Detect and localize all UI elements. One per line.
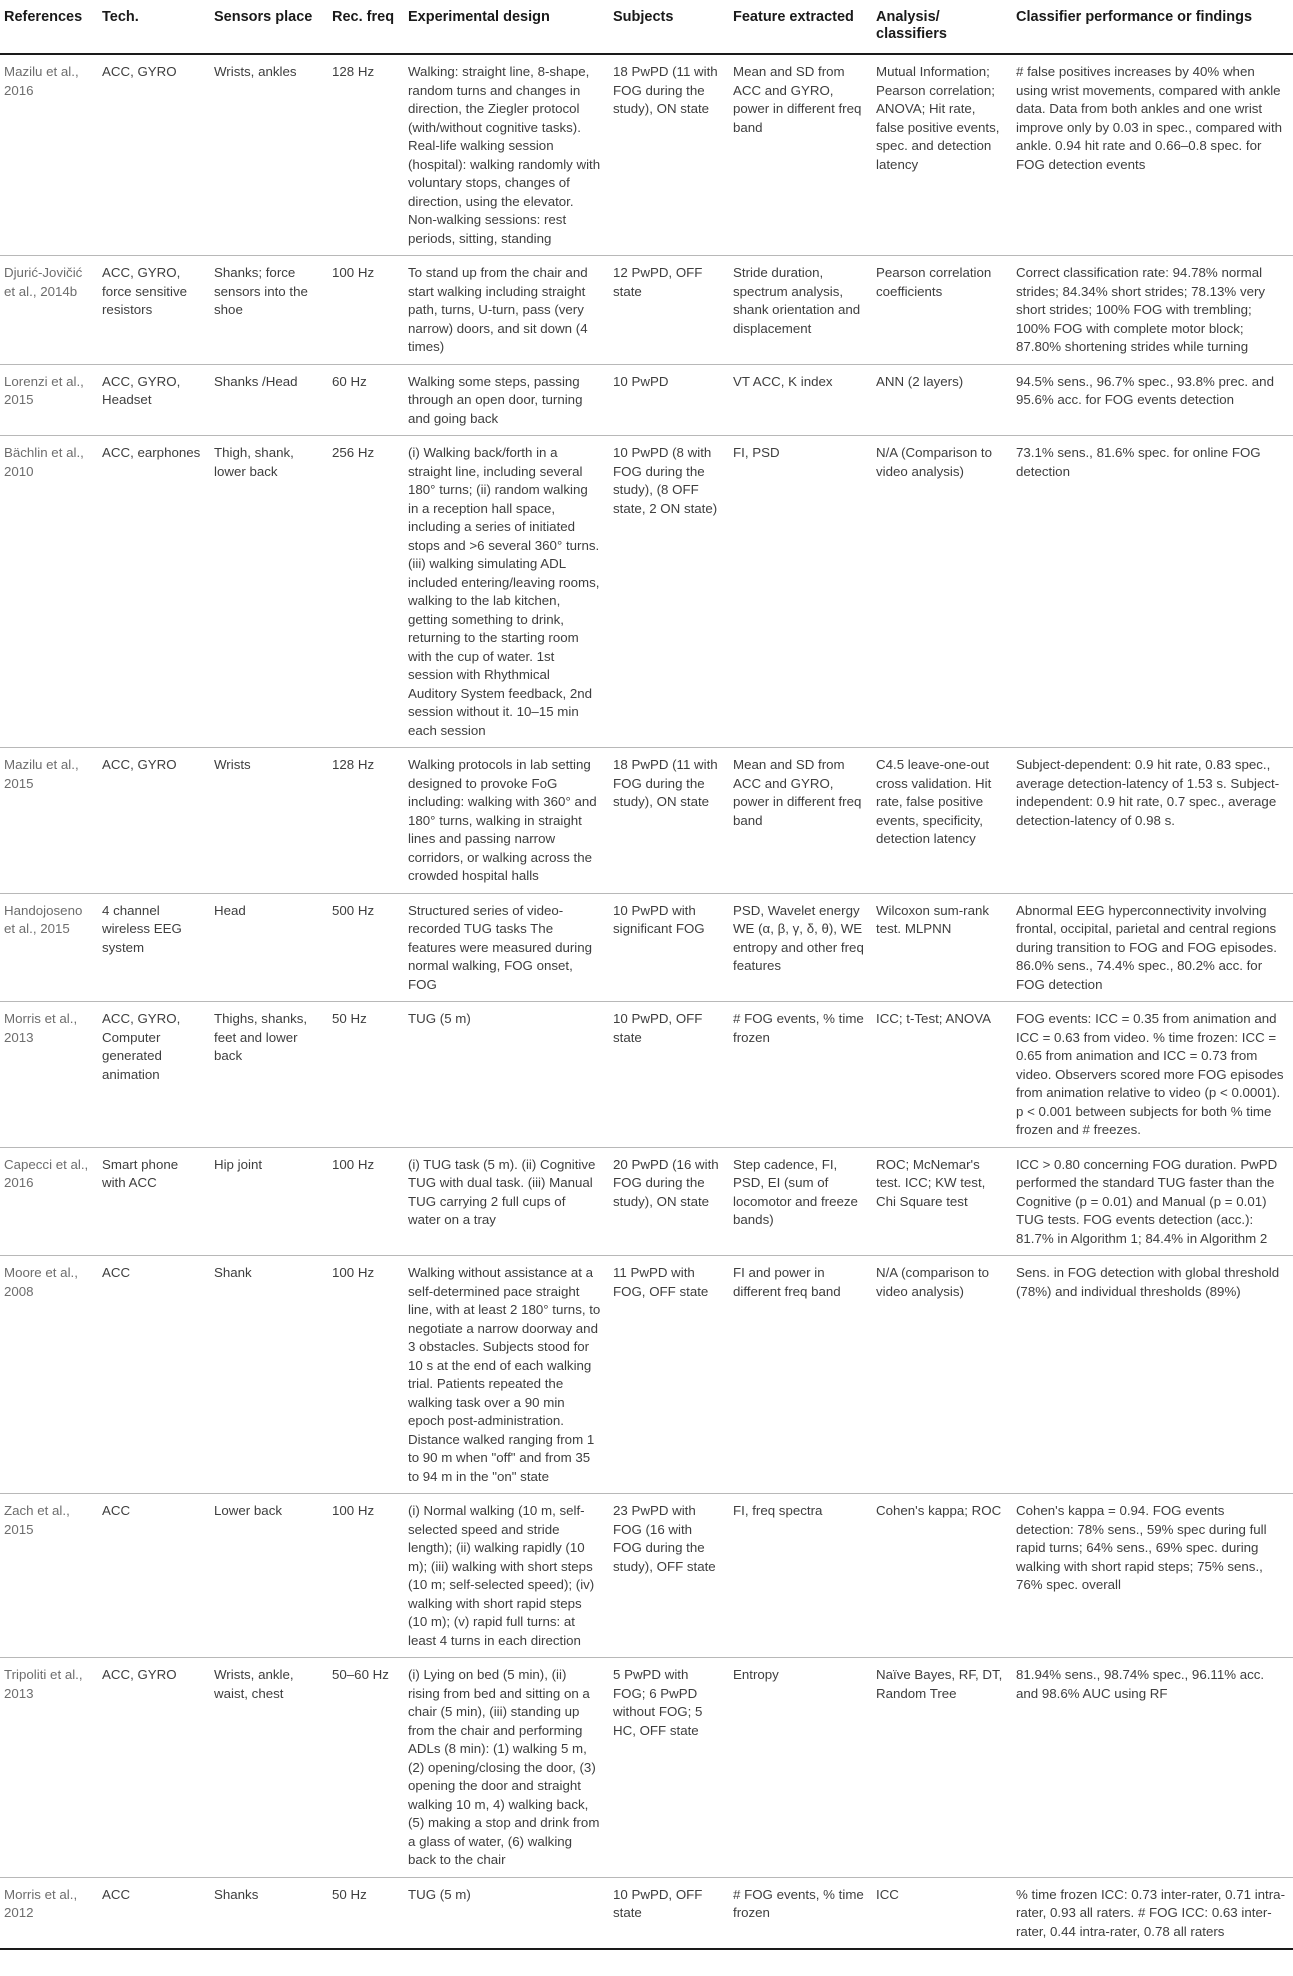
- analysis-cell: C4.5 leave-one-out cross validation. Hit rate, false positive events, specificity, detection latency: [872, 748, 1012, 894]
- experimental-design-cell: Walking without assistance at a self-determined pace straight line, with at least 2 180° turns, to negotiate a narrow doorway and 3 obstacles. Subjects stood for 10 s at the end of each walking trial. Patients repeated the walking task over a 90 min epoch post-administration. Distance walked ranging from 1 to 90 m when "off" and from 35 to 94 m in the "on" state: [404, 1256, 609, 1494]
- tech-cell: ACC: [98, 1256, 210, 1494]
- header-sensors-place: Sensors place: [210, 0, 328, 54]
- analysis-cell: ICC; t-Test; ANOVA: [872, 1002, 1012, 1148]
- tech-cell: ACC, GYRO: [98, 54, 210, 256]
- performance-cell: 73.1% sens., 81.6% spec. for online FOG detection: [1012, 436, 1293, 748]
- header-tech: Tech.: [98, 0, 210, 54]
- subjects-cell: 11 PwPD with FOG, OFF state: [609, 1256, 729, 1494]
- reference-cell: Mazilu et al., 2015: [0, 748, 98, 894]
- experimental-design-cell: (i) TUG task (5 m). (ii) Cognitive TUG with dual task. (iii) Manual TUG carrying 2 full cups of water on a tray: [404, 1147, 609, 1256]
- sensors-place-cell: Lower back: [210, 1494, 328, 1658]
- rec-freq-cell: 50 Hz: [328, 1002, 404, 1148]
- experimental-design-cell: (i) Lying on bed (5 min), (ii) rising from bed and sitting on a chair (5 min), (iii) standing up from the chair and performing ADLs (8 min): (1) walking 5 m, (2) opening/closing the door, (3) opening the door and straight walking 10 m, 4) walking back, (5) making a stop and drink from a glass of water, (6) walking back to the chair: [404, 1658, 609, 1878]
- rec-freq-cell: 100 Hz: [328, 256, 404, 365]
- reference-cell: Lorenzi et al., 2015: [0, 364, 98, 436]
- subjects-cell: 10 PwPD with significant FOG: [609, 893, 729, 1002]
- tech-cell: ACC, earphones: [98, 436, 210, 748]
- table-body: [0, 54, 1293, 1949]
- feature-extracted-cell: # FOG events, % time frozen: [729, 1877, 872, 1949]
- reference-cell: Bächlin et al., 2010: [0, 436, 98, 748]
- tech-cell: ACC, GYRO, Computer generated animation: [98, 1002, 210, 1148]
- subjects-cell: 12 PwPD, OFF state: [609, 256, 729, 365]
- reference-cell: Tripoliti et al., 2013: [0, 1658, 98, 1878]
- header-experimental-design: Experimental design: [404, 0, 609, 54]
- feature-extracted-cell: FI, freq spectra: [729, 1494, 872, 1658]
- header-subjects: Subjects: [609, 0, 729, 54]
- header-row: [0, 0, 1293, 54]
- analysis-cell: Cohen's kappa; ROC: [872, 1494, 1012, 1658]
- sensors-place-cell: Head: [210, 893, 328, 1002]
- table-row: [0, 1002, 1293, 1148]
- analysis-cell: ANN (2 layers): [872, 364, 1012, 436]
- tech-cell: Smart phone with ACC: [98, 1147, 210, 1256]
- sensors-place-cell: Thigh, shank, lower back: [210, 436, 328, 748]
- reference-cell: Mazilu et al., 2016: [0, 54, 98, 256]
- header-classifier-performance: Classifier performance or findings: [1012, 0, 1293, 54]
- performance-cell: Cohen's kappa = 0.94. FOG events detection: 78% sens., 59% spec during full rapid turns; 64% sens., 69% spec. during walking with short rapid steps; 75% sens., 76% spec. overall: [1012, 1494, 1293, 1658]
- table-row: [0, 1147, 1293, 1256]
- performance-cell: Sens. in FOG detection with global threshold (78%) and individual thresholds (89%): [1012, 1256, 1293, 1494]
- analysis-cell: Naïve Bayes, RF, DT, Random Tree: [872, 1658, 1012, 1878]
- experimental-design-cell: (i) Normal walking (10 m, self-selected speed and stride length); (ii) walking rapidly (10 m); (iii) walking with short steps (10 m; self-selected speed); (iv) walking with short rapid steps (10 m); (v) rapid full turns: at least 4 turns in each direction: [404, 1494, 609, 1658]
- experimental-design-cell: Walking some steps, passing through an open door, turning and going back: [404, 364, 609, 436]
- feature-extracted-cell: FI, PSD: [729, 436, 872, 748]
- tech-cell: ACC: [98, 1494, 210, 1658]
- table-row: [0, 748, 1293, 894]
- analysis-cell: Pearson correlation coefficients: [872, 256, 1012, 365]
- sensors-place-cell: Wrists, ankles: [210, 54, 328, 256]
- rec-freq-cell: 100 Hz: [328, 1147, 404, 1256]
- reference-cell: Capecci et al., 2016: [0, 1147, 98, 1256]
- feature-extracted-cell: VT ACC, K index: [729, 364, 872, 436]
- performance-cell: 81.94% sens., 98.74% spec., 96.11% acc. and 98.6% AUC using RF: [1012, 1658, 1293, 1878]
- table-row: [0, 1494, 1293, 1658]
- header-rec-freq: Rec. freq: [328, 0, 404, 54]
- table-row: [0, 1256, 1293, 1494]
- reference-cell: Morris et al., 2013: [0, 1002, 98, 1148]
- tech-cell: ACC, GYRO, Headset: [98, 364, 210, 436]
- rec-freq-cell: 128 Hz: [328, 54, 404, 256]
- experimental-design-cell: TUG (5 m): [404, 1877, 609, 1949]
- subjects-cell: 10 PwPD, OFF state: [609, 1877, 729, 1949]
- feature-extracted-cell: Stride duration, spectrum analysis, shank orientation and displacement: [729, 256, 872, 365]
- header-analysis-classifiers: Analysis/ classifiers: [872, 0, 1012, 54]
- subjects-cell: 20 PwPD (16 with FOG during the study), ON state: [609, 1147, 729, 1256]
- analysis-cell: ROC; McNemar's test. ICC; KW test, Chi Square test: [872, 1147, 1012, 1256]
- analysis-cell: ICC: [872, 1877, 1012, 1949]
- rec-freq-cell: 500 Hz: [328, 893, 404, 1002]
- performance-cell: Correct classification rate: 94.78% normal strides; 84.34% short strides; 78.13% very short strides; 100% FOG with trembling; 100% FOG with complete motor block; 87.80% shortening strides while turning: [1012, 256, 1293, 365]
- performance-cell: ICC > 0.80 concerning FOG duration. PwPD performed the standard TUG faster than the Cognitive (p = 0.01) and Manual (p = 0.01) TUG tests. FOG events detection (acc.): 81.7% in Algorithm 1; 84.4% in Algorithm 2: [1012, 1147, 1293, 1256]
- feature-extracted-cell: Entropy: [729, 1658, 872, 1878]
- table-row: [0, 364, 1293, 436]
- tech-cell: ACC, GYRO, force sensitive resistors: [98, 256, 210, 365]
- performance-cell: Subject-dependent: 0.9 hit rate, 0.83 spec., average detection-latency of 1.53 s. Subject-independent: 0.9 hit rate, 0.7 spec., average detection-latency of 0.98 s.: [1012, 748, 1293, 894]
- feature-extracted-cell: FI and power in different freq band: [729, 1256, 872, 1494]
- rec-freq-cell: 100 Hz: [328, 1256, 404, 1494]
- rec-freq-cell: 256 Hz: [328, 436, 404, 748]
- performance-cell: 94.5% sens., 96.7% spec., 93.8% prec. and 95.6% acc. for FOG events detection: [1012, 364, 1293, 436]
- sensors-place-cell: Wrists, ankle, waist, chest: [210, 1658, 328, 1878]
- feature-extracted-cell: # FOG events, % time frozen: [729, 1002, 872, 1148]
- sensors-place-cell: Shanks: [210, 1877, 328, 1949]
- sensors-place-cell: Shanks /Head: [210, 364, 328, 436]
- performance-cell: FOG events: ICC = 0.35 from animation and ICC = 0.63 from video. % time frozen: ICC = 0.65 from animation and ICC = 0.73 from video. Observers scored more FOG episodes from animation relative to video (p < 0.0001). p < 0.001 between subjects for both % time frozen and # freezes.: [1012, 1002, 1293, 1148]
- table-row: [0, 54, 1293, 256]
- analysis-cell: Wilcoxon sum-rank test. MLPNN: [872, 893, 1012, 1002]
- tech-cell: ACC: [98, 1877, 210, 1949]
- performance-cell: # false positives increases by 40% when using wrist movements, compared with ankle data. Data from both ankles and one wrist improve only by 0.03 in spec., compared with ankle. 0.94 hit rate and 0.66–0.8 spec. for FOG detection events: [1012, 54, 1293, 256]
- subjects-cell: 10 PwPD (8 with FOG during the study), (8 OFF state, 2 ON state): [609, 436, 729, 748]
- reference-cell: Moore et al., 2008: [0, 1256, 98, 1494]
- tech-cell: ACC, GYRO: [98, 748, 210, 894]
- feature-extracted-cell: Step cadence, FI, PSD, EI (sum of locomotor and freeze bands): [729, 1147, 872, 1256]
- rec-freq-cell: 128 Hz: [328, 748, 404, 894]
- subjects-cell: 18 PwPD (11 with FOG during the study), ON state: [609, 54, 729, 256]
- subjects-cell: 23 PwPD with FOG (16 with FOG during the study), OFF state: [609, 1494, 729, 1658]
- feature-extracted-cell: Mean and SD from ACC and GYRO, power in different freq band: [729, 748, 872, 894]
- experimental-design-cell: Walking: straight line, 8-shape, random turns and changes in direction, the Ziegler protocol (with/without cognitive tasks). Real-life walking session (hospital): walking randomly with voluntary stops, changes of direction, using the elevator. Non-walking sessions: rest periods, sitting, standing: [404, 54, 609, 256]
- performance-cell: Abnormal EEG hyperconnectivity involving frontal, occipital, parietal and central regions during transition to FOG and FOG episodes. 86.0% sens., 74.4% spec., 80.2% acc. for FOG detection: [1012, 893, 1293, 1002]
- experimental-design-cell: TUG (5 m): [404, 1002, 609, 1148]
- performance-cell: % time frozen ICC: 0.73 inter-rater, 0.71 intra-rater, 0.93 all raters. # FOG ICC: 0.63 inter-rater, 0.44 intra-rater, 0.78 all raters: [1012, 1877, 1293, 1949]
- sensors-place-cell: Shank: [210, 1256, 328, 1494]
- table-row: [0, 1877, 1293, 1949]
- sensors-place-cell: Hip joint: [210, 1147, 328, 1256]
- feature-extracted-cell: Mean and SD from ACC and GYRO, power in different freq band: [729, 54, 872, 256]
- experimental-design-cell: Structured series of video-recorded TUG tasks The features were measured during normal walking, FOG onset, FOG: [404, 893, 609, 1002]
- table-row: [0, 1658, 1293, 1878]
- sensors-place-cell: Shanks; force sensors into the shoe: [210, 256, 328, 365]
- table-row: [0, 893, 1293, 1002]
- analysis-cell: N/A (comparison to video analysis): [872, 1256, 1012, 1494]
- rec-freq-cell: 60 Hz: [328, 364, 404, 436]
- experimental-design-cell: (i) Walking back/forth in a straight line, including several 180° turns; (ii) random walking in a reception hall space, including a series of initiated stops and >6 several 360° turns. (iii) walking simulating ADL included entering/leaving rooms, walking to the lab kitchen, getting something to drink, returning to the starting room with the cup of water. 1st session with Rhythmical Auditory System feedback, 2nd session without it. 10–15 min each session: [404, 436, 609, 748]
- subjects-cell: 18 PwPD (11 with FOG during the study), ON state: [609, 748, 729, 894]
- subjects-cell: 10 PwPD, OFF state: [609, 1002, 729, 1148]
- header-references: References: [0, 0, 98, 54]
- rec-freq-cell: 50 Hz: [328, 1877, 404, 1949]
- sensors-place-cell: Wrists: [210, 748, 328, 894]
- analysis-cell: Mutual Information; Pearson correlation; ANOVA; Hit rate, false positive events, spec. and detection latency: [872, 54, 1012, 256]
- reference-cell: Handojoseno et al., 2015: [0, 893, 98, 1002]
- sensors-place-cell: Thighs, shanks, feet and lower back: [210, 1002, 328, 1148]
- table-row: [0, 436, 1293, 748]
- table-row: [0, 256, 1293, 365]
- header-feature-extracted: Feature extracted: [729, 0, 872, 54]
- rec-freq-cell: 50–60 Hz: [328, 1658, 404, 1878]
- reference-cell: Morris et al., 2012: [0, 1877, 98, 1949]
- subjects-cell: 10 PwPD: [609, 364, 729, 436]
- experimental-design-cell: Walking protocols in lab setting designed to provoke FoG including: walking with 360° and 180° turns, walking in straight lines and passing narrow corridors, or walking across the crowded hospital halls: [404, 748, 609, 894]
- subjects-cell: 5 PwPD with FOG; 6 PwPD without FOG; 5 HC, OFF state: [609, 1658, 729, 1878]
- experimental-design-cell: To stand up from the chair and start walking including straight path, turns, U-turn, pass (very narrow) doors, and sit down (4 times): [404, 256, 609, 365]
- analysis-cell: N/A (Comparison to video analysis): [872, 436, 1012, 748]
- reference-cell: Zach et al., 2015: [0, 1494, 98, 1658]
- tech-cell: 4 channel wireless EEG system: [98, 893, 210, 1002]
- feature-extracted-cell: PSD, Wavelet energy WE (α, β, γ, δ, θ), WE entropy and other freq features: [729, 893, 872, 1002]
- rec-freq-cell: 100 Hz: [328, 1494, 404, 1658]
- tech-cell: ACC, GYRO: [98, 1658, 210, 1878]
- reference-cell: Djurić-Jovičić et al., 2014b: [0, 256, 98, 365]
